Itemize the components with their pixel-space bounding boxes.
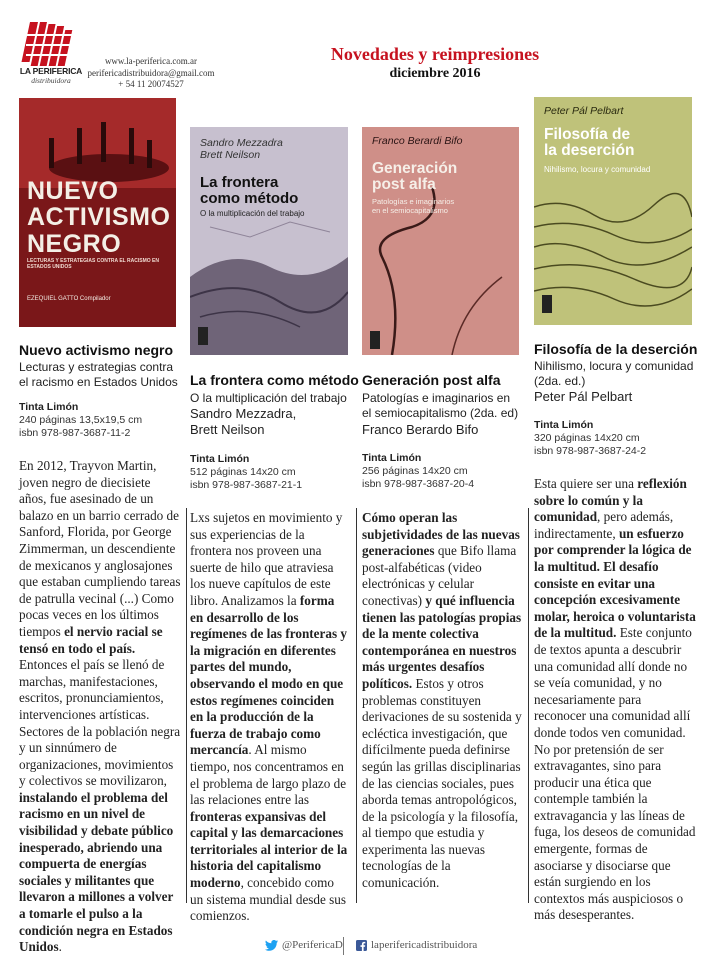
website-link[interactable]: www.la-periferica.com.ar [104, 56, 198, 66]
facebook-page-text: laperifericadistribuidora [371, 939, 478, 951]
column-divider [186, 508, 187, 903]
description-text: Lxs sujetos en movimiento y sus experiencias de la frontera nos proveen una suerte de hilo que atraviesa los nueve capítulos de este libro. Analizamos la [190, 510, 343, 608]
column-divider [528, 508, 529, 903]
facebook-icon [356, 940, 367, 951]
book-publisher: Tinta Limón [534, 419, 594, 431]
book-subtitle [534, 359, 704, 389]
book-pages: 512 páginas 14x20 cm [190, 466, 296, 478]
description-emphasis: fronteras expansivas del capital y las demarcaciones territoriales al interior de la historia del capitalismo moderno [190, 808, 348, 891]
description-text: Entonces el país se llenó de marchas, manifestaciones, escritos, pronunciamientos, intervenciones artísticas. Sectores de la población negra y un sinnúmero de organizaciones, movimientos y colectivos se movilizaron, [19, 657, 181, 789]
book-author [190, 406, 360, 438]
cover-title [544, 127, 689, 160]
book-title[interactable]: Nuevo activismo negro [19, 342, 174, 358]
cover-title-line: NUEVO [27, 177, 119, 205]
cover-author [200, 137, 340, 161]
contact-block [86, 56, 216, 91]
cover-title-line: NEGRO [27, 229, 122, 258]
book-publisher: Tinta Limón [190, 453, 250, 465]
book-description [190, 510, 348, 925]
book-pages: 320 páginas 14x20 cm [534, 432, 640, 444]
brand-subtitle: distribuidora [31, 76, 71, 85]
cover-title-line: como método [200, 189, 299, 207]
cover-title [27, 178, 172, 257]
page-title: Novedades y reimpresiones [330, 44, 540, 64]
description-text: Estos y otros problemas constituyen derivaciones de su sostenida y ecléctica investigación, que difícilmente pueda definirse según las grillas disciplinarias de las ciencias sociales, pues aborda temas antropológicos, de la psicología y la filosofía, al tiempo que estudia y experimenta las nuevas tecnologías de la comunicación. [362, 675, 522, 891]
column-divider [356, 508, 357, 903]
facebook-page[interactable] [356, 939, 477, 951]
footer-divider [343, 937, 344, 955]
brand-name: LA PERIFERICA [19, 66, 83, 76]
book-cover-la-frontera[interactable] [190, 127, 348, 355]
cover-author: Franco Berardi Bifo [372, 135, 463, 147]
book-isbn: isbn 978-987-3687-21-1 [190, 479, 303, 491]
description-emphasis: y qué influencia tienen las patologías propias de la mente colectiva contemporánea en nuestros más urgentes desafíos políticos. [362, 592, 522, 691]
description-emphasis: Cómo operan las subjetividades de las nuevas generaciones [362, 510, 520, 559]
book-specs [362, 465, 474, 491]
book-subtitle-line: el racismo en Estados Unidos [19, 375, 178, 389]
description-text: , concebido como un sistema mundial desde sus comienzos. [190, 875, 347, 924]
book-author-line: Brett Neilson [190, 422, 265, 437]
book-title[interactable]: La frontera como método [190, 372, 359, 388]
description-emphasis: forma en desarrollo de los regímenes de las fronteras y la migración en diferentes partes del mundo, observando el modo en que estos regímenes coinciden en la producción de la fuerza de trabajo como mercancía [190, 592, 348, 758]
cover-title-line: Generación [372, 160, 458, 177]
cover-subtitle [372, 197, 517, 215]
description-text: Este conjunto de textos apunta a descubrir una comunidad allí donde no se veía comunidad, y no necesariamente para reconocer una comunidad allí donde todos ven comunidad. No por pretensión de ser extravagantes, sino para producir una ética que contemple también la extravagancia y las líneas de fuga, los deseos de comunidad emergente, formas de asociarse y disociarse que están surgiendo en los contextos más auspiciosos o más desesperantes. [534, 625, 696, 923]
book-cover-nuevo-activismo[interactable] [19, 98, 176, 327]
twitter-icon [265, 940, 278, 951]
book-specs [534, 432, 646, 458]
book-isbn: isbn 978-987-3687-24-2 [534, 445, 647, 457]
book-title[interactable]: Filosofía de la deserción [534, 341, 698, 357]
book-publisher: Tinta Limón [19, 401, 79, 413]
book-pages: 240 páginas 13,5x19,5 cm [19, 414, 143, 426]
twitter-handle-text: @PerifericaD [282, 939, 343, 951]
description-emphasis: un esfuerzo por comprender la lógica de la multitud. El desafío consiste en evitar una concepción excesivamente molar, heroica o voluntarista de la multitud. [534, 525, 696, 641]
cover-subtitle-line: en el semiocapitalismo [372, 206, 448, 215]
cover-title-line: La frontera [200, 174, 279, 191]
book-subtitle-line: Lecturas y estrategias contra [19, 360, 174, 374]
book-isbn: isbn 978-987-3687-20-4 [362, 478, 475, 490]
book-title[interactable]: Generación post alfa [362, 372, 501, 388]
book-subtitle [19, 360, 189, 390]
description-text: En 2012, Trayvon Martin, joven negro de diecisiete años, fue asesinado de un balazo en un barrio cerrado de Sanford, Florida, por George Zimmerman, un descendiente de mexicanos y anglosajones que estaban cumpliendo tareas de patrulla vecinal (...) Como pocas veces en los últimos tiempos [19, 458, 181, 639]
book-specs [190, 466, 302, 492]
book-subtitle-line: (2da. ed.) [534, 374, 586, 388]
book-description [534, 476, 696, 924]
cover-map-icon [190, 127, 348, 355]
cover-title-line: post alfa [372, 176, 436, 194]
description-emphasis: el nervio racial se tensó en todo el país. [19, 623, 163, 656]
cover-title-line: ACTIVISMO [27, 203, 171, 232]
description-emphasis: instalando el problema del racismo en un nivel de visibilidad y debate público inesperado, abriendo una compuerta de energías sociales y militantes que llevaron a millones a volver a tomarle el pulso a la condición negra en Estados Unidos [19, 789, 174, 955]
book-author-line: Sandro Mezzadra, [190, 406, 297, 421]
book-pages: 256 páginas 14x20 cm [362, 465, 468, 477]
book-description [362, 510, 522, 892]
cover-subtitle: O la multiplicación del trabajo [200, 209, 305, 218]
book-subtitle-line: Patologías e imaginarios en [362, 391, 511, 405]
page-date: diciembre 2016 [389, 66, 481, 81]
cover-subtitle: LECTURAS Y ESTRATEGIAS CONTRA EL RACISMO EN ESTADOS UNIDOS [27, 258, 159, 270]
cover-author-line: Brett Neilson [200, 149, 261, 161]
description-text: , pero además, indirectamente, [534, 509, 674, 541]
book-author: Franco Berardo Bifo [362, 422, 479, 437]
cover-subtitle-line: Patologías e imaginarios [372, 197, 455, 206]
book-cover-generacion[interactable] [362, 127, 519, 355]
book-subtitle: O la multiplicación del trabajo [190, 391, 347, 405]
book-author: Peter Pál Pelbart [534, 389, 633, 404]
twitter-handle[interactable] [265, 939, 343, 951]
book-publisher: Tinta Limón [362, 452, 422, 464]
book-specs [19, 414, 142, 440]
book-subtitle-line: Nihilismo, locura y comunidad [534, 359, 694, 373]
phone-number: + 54 11 20074527 [118, 79, 184, 89]
email-link[interactable]: perifericadistribuidora@gmail.com [87, 67, 215, 78]
book-subtitle-line: el semiocapitalismo (2da. ed) [362, 406, 519, 420]
description-text: . Al mismo tiempo, nos concentramos en el problema de largo plazo de las relaciones entre las [190, 742, 347, 808]
book-subtitle [362, 391, 532, 421]
book-description [19, 458, 181, 956]
cover-title [200, 175, 345, 207]
description-emphasis: reflexión sobre lo común y la comunidad [534, 476, 687, 525]
book-cover-filosofia[interactable] [534, 97, 692, 325]
book-isbn: isbn 978-987-3687-11-2 [19, 427, 131, 439]
description-text: . [58, 939, 62, 955]
cover-author-line: Sandro Mezzadra [200, 137, 283, 149]
cover-title-line: Filosofía de [544, 126, 631, 143]
cover-title-line: la deserción [544, 142, 635, 160]
description-text: que Bifo llama post-alfabéticas (video electrónicas y celular conectivas) [362, 543, 517, 608]
cover-author: Peter Pál Pelbart [544, 105, 624, 117]
cover-subtitle: Nihilismo, locura y comunidad [544, 165, 651, 174]
cover-title [372, 161, 517, 194]
description-text: Esta quiere ser una [534, 476, 638, 491]
cover-editor: EZEQUIEL GATTO Compilador [27, 296, 111, 302]
